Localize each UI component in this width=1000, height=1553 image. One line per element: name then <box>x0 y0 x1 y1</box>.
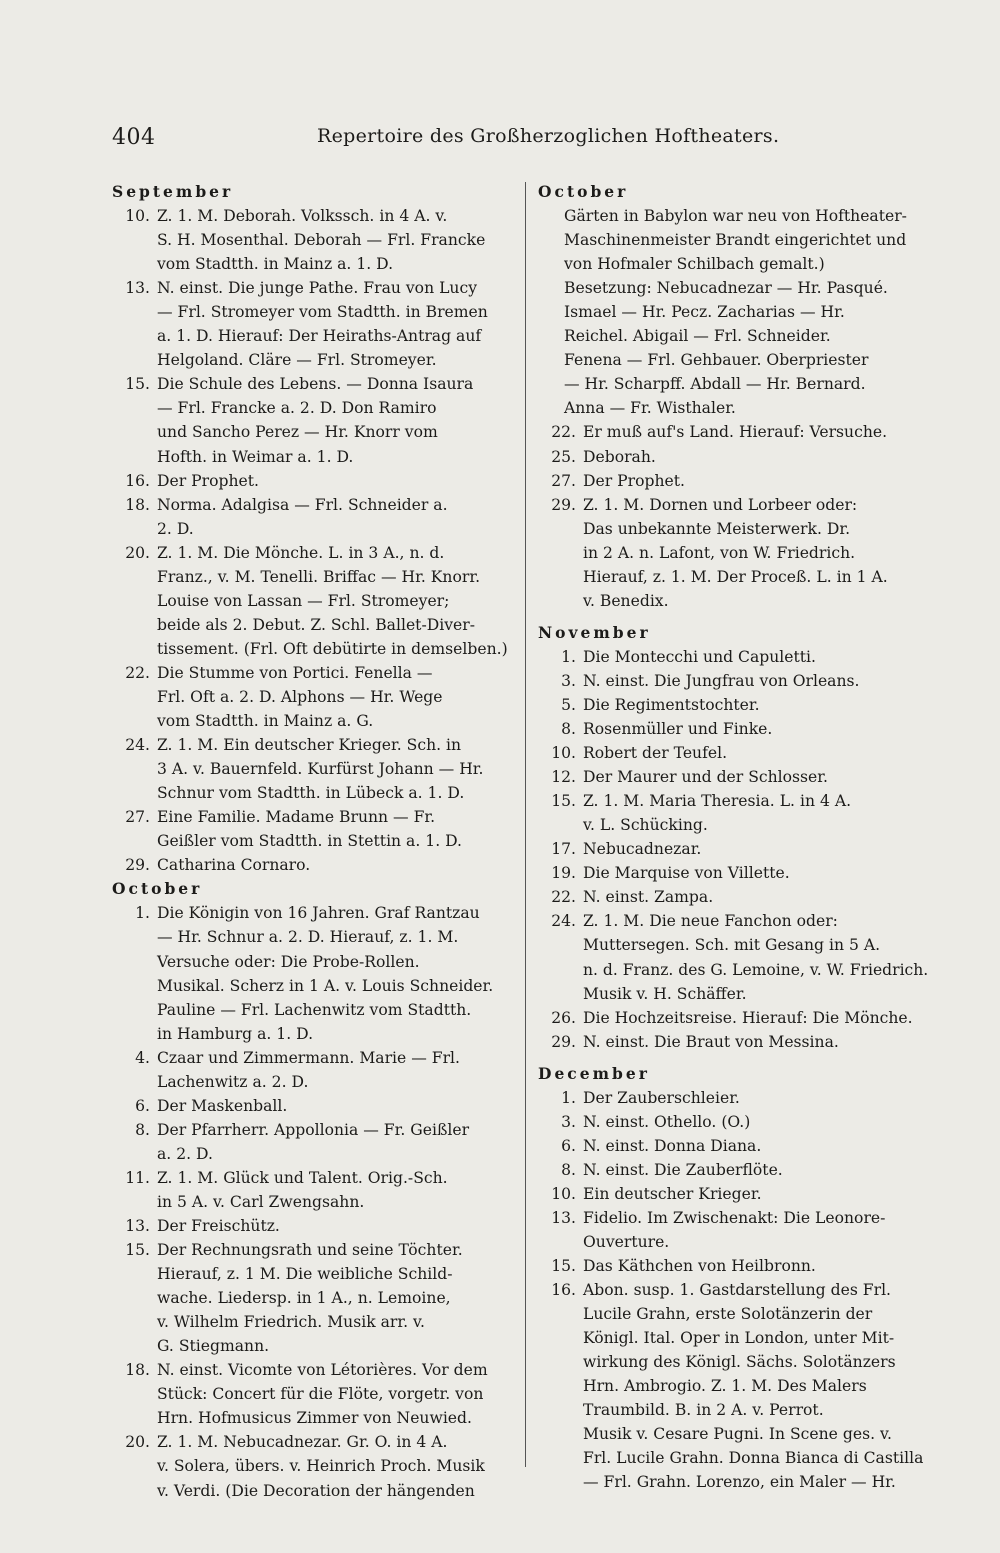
entry-line: Der Pfarrherr. Appollonia — Fr. Geißler <box>157 1120 470 1139</box>
month-heading: October <box>538 182 629 201</box>
performance-entry <box>112 1214 517 1238</box>
entry-day: 4. <box>135 1048 150 1067</box>
performance-entry <box>538 1030 928 1054</box>
entry-line: Die Königin von 16 Jahren. Graf Rantzau <box>157 904 480 923</box>
entry-line: N. einst. Vicomte von Létorières. Vor dem <box>157 1361 488 1380</box>
performance-entry <box>112 1118 517 1166</box>
left-column <box>112 180 517 1503</box>
entry-day: 16. <box>551 1281 576 1300</box>
entry-line: Schnur vom Stadtth. in Lübeck a. 1. D. <box>157 784 465 803</box>
entry-line: Die Montecchi und Capuletti. <box>583 647 816 666</box>
entry-line: N. einst. Die Braut von Messina. <box>583 1032 839 1051</box>
entry-day: 8. <box>561 1160 576 1179</box>
entry-line: Besetzung: Nebucadnezar — Hr. Pasqué. <box>564 279 888 298</box>
entry-line: vom Stadtth. in Mainz a. 1. D. <box>157 255 394 274</box>
entry-day: 11. <box>125 1168 150 1187</box>
entry-line: Deborah. <box>583 447 656 466</box>
entry-line: Der Maurer und der Schlosser. <box>583 768 828 787</box>
entry-line: Hierauf, z. 1 M. Die weibliche Schild- <box>157 1265 453 1284</box>
entry-line: Fidelio. Im Zwischenakt: Die Leonore- <box>583 1208 886 1227</box>
performance-entry <box>538 885 928 909</box>
performance-entry <box>112 853 517 877</box>
entry-line: Der Prophet. <box>583 471 685 490</box>
entry-line: Pauline — Frl. Lachenwitz vom Stadtth. <box>157 1000 472 1019</box>
entry-day: 13. <box>125 279 150 298</box>
entry-line: Das Käthchen von Heilbronn. <box>583 1257 816 1276</box>
performance-entry <box>538 669 928 693</box>
entry-day: 15. <box>125 375 150 394</box>
entry-day: 1. <box>561 1088 576 1107</box>
entry-day: 25. <box>551 447 576 466</box>
entry-day: 10. <box>551 744 576 763</box>
entry-day: 8. <box>561 720 576 739</box>
entry-day: 22. <box>551 888 576 907</box>
entry-day: 16. <box>125 471 150 490</box>
entry-day: 1. <box>135 904 150 923</box>
entry-line: — Hr. Scharpff. Abdall — Hr. Bernard. <box>564 375 866 394</box>
entry-line: Gärten in Babylon war neu von Hoftheater- <box>564 207 907 226</box>
entry-day: 15. <box>551 792 576 811</box>
entry-line: Z. 1. M. Ein deutscher Krieger. Sch. in <box>157 736 462 755</box>
performance-entry <box>538 1206 928 1254</box>
performance-entry <box>112 1358 517 1430</box>
entry-day: 6. <box>561 1136 576 1155</box>
entry-day: 13. <box>125 1217 150 1236</box>
entry-line: Hofth. in Weimar a. 1. D. <box>157 447 354 466</box>
entry-line: Musikal. Scherz in 1 A. v. Louis Schneider. <box>157 976 494 995</box>
performance-entry <box>112 541 517 661</box>
performance-entry <box>538 1110 928 1134</box>
entry-line: Die Stumme von Portici. Fenella — <box>157 663 433 682</box>
performance-entry <box>538 765 928 789</box>
entry-line: Der Prophet. <box>157 471 259 490</box>
entry-line: Er muß auf's Land. Hierauf: Versuche. <box>583 423 888 442</box>
performance-entry <box>112 1094 517 1118</box>
entry-line: Ouverture. <box>583 1233 670 1252</box>
entry-line: Czaar und Zimmermann. Marie — Frl. <box>157 1048 460 1067</box>
entry-line: wirkung des Königl. Sächs. Solotänzers <box>583 1353 896 1372</box>
entry-line: Lucile Grahn, erste Solotänzerin der <box>583 1305 873 1324</box>
month-heading: December <box>538 1063 650 1083</box>
entry-line: Der Maskenball. <box>157 1096 288 1115</box>
entry-day: 6. <box>135 1096 150 1115</box>
entry-line: — Hr. Schnur a. 2. D. Hierauf, z. 1. M. <box>157 928 459 947</box>
entry-line: a. 2. D. <box>157 1144 213 1163</box>
entry-line: Der Freischütz. <box>157 1217 280 1236</box>
performance-entry <box>538 645 928 669</box>
performance-entry <box>112 1046 517 1094</box>
entry-line: Z. 1. M. Maria Theresia. L. in 4 A. <box>583 792 852 811</box>
performance-entry <box>538 1278 928 1494</box>
running-head: Repertoire des Großherzoglichen Hoftheaters. <box>317 125 780 147</box>
month-heading: October <box>112 879 203 899</box>
entry-day: 10. <box>125 207 150 226</box>
entry-line: Fenena — Frl. Gehbauer. Oberpriester <box>564 351 869 370</box>
entry-line: N. einst. Die Zauberflöte. <box>583 1160 783 1179</box>
performance-entry <box>538 861 928 885</box>
entry-day: 20. <box>125 1433 150 1452</box>
entry-line: wache. Liedersp. in 1 A., n. Lemoine, <box>157 1289 451 1308</box>
entry-line: Versuche oder: Die Probe-Rollen. <box>157 952 420 971</box>
entry-day: 29. <box>125 856 150 875</box>
performance-entry <box>538 837 928 861</box>
entry-line: v. Wilhelm Friedrich. Musik arr. v. <box>157 1313 425 1332</box>
entry-day: 19. <box>551 864 576 883</box>
entry-line: in 2 A. n. Lafont, von W. Friedrich. <box>583 543 856 562</box>
performance-entry <box>112 1430 517 1502</box>
performance-entry <box>538 1134 928 1158</box>
entry-line: — Frl. Francke a. 2. D. Don Ramiro <box>157 399 437 418</box>
performance-entry <box>538 493 928 613</box>
entry-day: 1. <box>561 647 576 666</box>
performance-entry <box>538 1086 928 1110</box>
entry-line: tissement. (Frl. Oft debütirte in demselben.) <box>157 639 508 658</box>
entry-line: 2. D. <box>157 519 194 538</box>
entry-day: 22. <box>551 423 576 442</box>
entry-day: 20. <box>125 543 150 562</box>
entry-line: Der Rechnungsrath und seine Töchter. <box>157 1241 463 1260</box>
entry-day: 18. <box>125 1361 150 1380</box>
entry-line: v. Solera, übers. v. Heinrich Proch. Musik <box>157 1457 485 1476</box>
entry-line: N. einst. Die junge Pathe. Frau von Lucy <box>157 279 478 298</box>
column-divider <box>525 182 526 1467</box>
performance-entry <box>538 741 928 765</box>
entry-line: Frl. Oft a. 2. D. Alphons — Hr. Wege <box>157 687 443 706</box>
entry-line: Hrn. Ambrogio. Z. 1. M. Des Malers <box>583 1377 867 1396</box>
entry-line: Ein deutscher Krieger. <box>583 1184 762 1203</box>
entry-line: Die Marquise von Villette. <box>583 864 790 883</box>
performance-entry <box>112 372 517 468</box>
entry-line: Musik v. Cesare Pugni. In Scene ges. v. <box>583 1425 892 1444</box>
performance-entry <box>538 1006 928 1030</box>
entry-line: Maschinenmeister Brandt eingerichtet und <box>564 231 907 250</box>
entry-line: v. Benedix. <box>583 591 669 610</box>
performance-entry <box>538 469 928 493</box>
entry-line: Die Hochzeitsreise. Hierauf: Die Mönche. <box>583 1008 913 1027</box>
entry-day: 26. <box>551 1008 576 1027</box>
entry-day: 8. <box>135 1120 150 1139</box>
entry-line: a. 1. D. Hierauf: Der Heiraths-Antrag auf <box>157 327 482 346</box>
entry-line: Geißler vom Stadtth. in Stettin a. 1. D. <box>157 832 463 851</box>
entry-continuation <box>538 204 928 420</box>
performance-entry <box>112 733 517 805</box>
entry-day: 3. <box>561 671 576 690</box>
entry-line: Lachenwitz a. 2. D. <box>157 1072 309 1091</box>
entry-line: beide als 2. Debut. Z. Schl. Ballet-Diver- <box>157 615 475 634</box>
right-column <box>538 180 928 1495</box>
performance-entry <box>112 1238 517 1358</box>
entry-line: — Frl. Stromeyer vom Stadtth. in Bremen <box>157 303 488 322</box>
entry-day: 12. <box>551 768 576 787</box>
entry-line: Das unbekannte Meisterwerk. Dr. <box>583 519 851 538</box>
entry-line: Robert der Teufel. <box>583 744 728 763</box>
entry-line: Ismael — Hr. Pecz. Zacharias — Hr. <box>564 303 845 322</box>
entry-line: Rosenmüller und Finke. <box>583 720 773 739</box>
month-heading: November <box>538 622 651 642</box>
performance-entry <box>112 276 517 372</box>
performance-entry <box>112 901 517 1045</box>
entry-line: n. d. Franz. des G. Lemoine, v. W. Friedrich. <box>583 960 929 979</box>
entry-line: in Hamburg a. 1. D. <box>157 1024 314 1043</box>
entry-line: Franz., v. M. Tenelli. Briffac — Hr. Knorr. <box>157 567 481 586</box>
entry-line: Z. 1. M. Die Mönche. L. in 3 A., n. d. <box>157 543 445 562</box>
entry-day: 24. <box>125 736 150 755</box>
entry-line: Der Zauberschleier. <box>583 1088 740 1107</box>
month-heading: September <box>112 182 234 201</box>
entry-day: 15. <box>125 1241 150 1260</box>
performance-entry <box>538 693 928 717</box>
entry-day: 17. <box>551 840 576 859</box>
performance-entry <box>112 204 517 276</box>
entry-day: 15. <box>551 1257 576 1276</box>
entry-line: Louise von Lassan — Frl. Stromeyer; <box>157 591 450 610</box>
entry-line: vom Stadtth. in Mainz a. G. <box>157 712 374 731</box>
performance-entry <box>538 789 928 837</box>
entry-line: G. Stiegmann. <box>157 1337 270 1356</box>
entry-line: und Sancho Perez — Hr. Knorr vom <box>157 423 438 442</box>
performance-entry <box>538 1254 928 1278</box>
entry-line: von Hofmaler Schilbach gemalt.) <box>564 255 825 274</box>
entry-line: v. Verdi. (Die Decoration der hängenden <box>157 1481 475 1500</box>
entry-day: 18. <box>125 495 150 514</box>
entry-line: Reichel. Abigail — Frl. Schneider. <box>564 327 831 346</box>
entry-line: Musik v. H. Schäffer. <box>583 984 747 1003</box>
entry-line: 3 A. v. Bauernfeld. Kurfürst Johann — Hr. <box>157 760 484 779</box>
performance-entry <box>538 909 928 1005</box>
entry-line: Z. 1. M. Nebucadnezar. Gr. O. in 4 A. <box>157 1433 448 1452</box>
performance-entry <box>538 1158 928 1182</box>
entry-day: 29. <box>551 1032 576 1051</box>
entry-day: 29. <box>551 495 576 514</box>
performance-entry <box>538 717 928 741</box>
entry-day: 22. <box>125 663 150 682</box>
entry-line: Stück: Concert für die Flöte, vorgetr. von <box>157 1385 484 1404</box>
entry-line: S. H. Mosenthal. Deborah — Frl. Francke <box>157 231 486 250</box>
entry-line: Eine Familie. Madame Brunn — Fr. <box>157 808 436 827</box>
entry-line: Nebucadnezar. <box>583 840 702 859</box>
performance-entry <box>538 445 928 469</box>
entry-line: N. einst. Die Jungfrau von Orleans. <box>583 671 860 690</box>
entry-line: Muttersegen. Sch. mit Gesang in 5 A. <box>583 936 881 955</box>
entry-line: — Frl. Grahn. Lorenzo, ein Maler — Hr. <box>583 1473 896 1492</box>
performance-entry <box>112 493 517 541</box>
entry-day: 5. <box>561 695 576 714</box>
page-header <box>112 125 922 161</box>
entry-line: Königl. Ital. Oper in London, unter Mit- <box>583 1329 895 1348</box>
entry-day: 13. <box>551 1208 576 1227</box>
entry-line: Z. 1. M. Dornen und Lorbeer oder: <box>583 495 858 514</box>
entry-line: Abon. susp. 1. Gastdarstellung des Frl. <box>583 1281 892 1300</box>
entry-line: Z. 1. M. Deborah. Volkssch. in 4 A. v. <box>157 207 448 226</box>
entry-line: N. einst. Othello. (O.) <box>583 1112 751 1131</box>
performance-entry <box>112 469 517 493</box>
entry-line: Norma. Adalgisa — Frl. Schneider a. <box>157 495 448 514</box>
entry-line: Anna — Fr. Wisthaler. <box>564 399 736 418</box>
performance-entry <box>112 1166 517 1214</box>
entry-line: Hierauf, z. 1. M. Der Proceß. L. in 1 A. <box>583 567 888 586</box>
performance-entry <box>112 805 517 853</box>
entry-line: Hrn. Hofmusicus Zimmer von Neuwied. <box>157 1409 472 1428</box>
entry-line: Z. 1. M. Die neue Fanchon oder: <box>583 912 838 931</box>
entry-day: 27. <box>551 471 576 490</box>
entry-line: in 5 A. v. Carl Zwengsahn. <box>157 1192 365 1211</box>
entry-day: 27. <box>125 808 150 827</box>
entry-day: 24. <box>551 912 576 931</box>
performance-entry <box>112 661 517 733</box>
entry-line: Traumbild. B. in 2 A. v. Perrot. <box>583 1401 824 1420</box>
entry-day: 10. <box>551 1184 576 1203</box>
entry-line: N. einst. Donna Diana. <box>583 1136 762 1155</box>
entry-line: Z. 1. M. Glück und Talent. Orig.-Sch. <box>157 1168 448 1187</box>
performance-entry <box>538 1182 928 1206</box>
entry-line: v. L. Schücking. <box>583 816 708 835</box>
entry-line: Catharina Cornaro. <box>157 856 311 875</box>
entry-line: Die Regimentstochter. <box>583 695 760 714</box>
entry-day: 3. <box>561 1112 576 1131</box>
entry-line: Die Schule des Lebens. — Donna Isaura <box>157 375 474 394</box>
page-number: 404 <box>112 125 156 150</box>
entry-line: N. einst. Zampa. <box>583 888 714 907</box>
entry-line: Frl. Lucile Grahn. Donna Bianca di Castilla <box>583 1449 924 1468</box>
entry-line: Helgoland. Cläre — Frl. Stromeyer. <box>157 351 437 370</box>
performance-entry <box>538 420 928 444</box>
